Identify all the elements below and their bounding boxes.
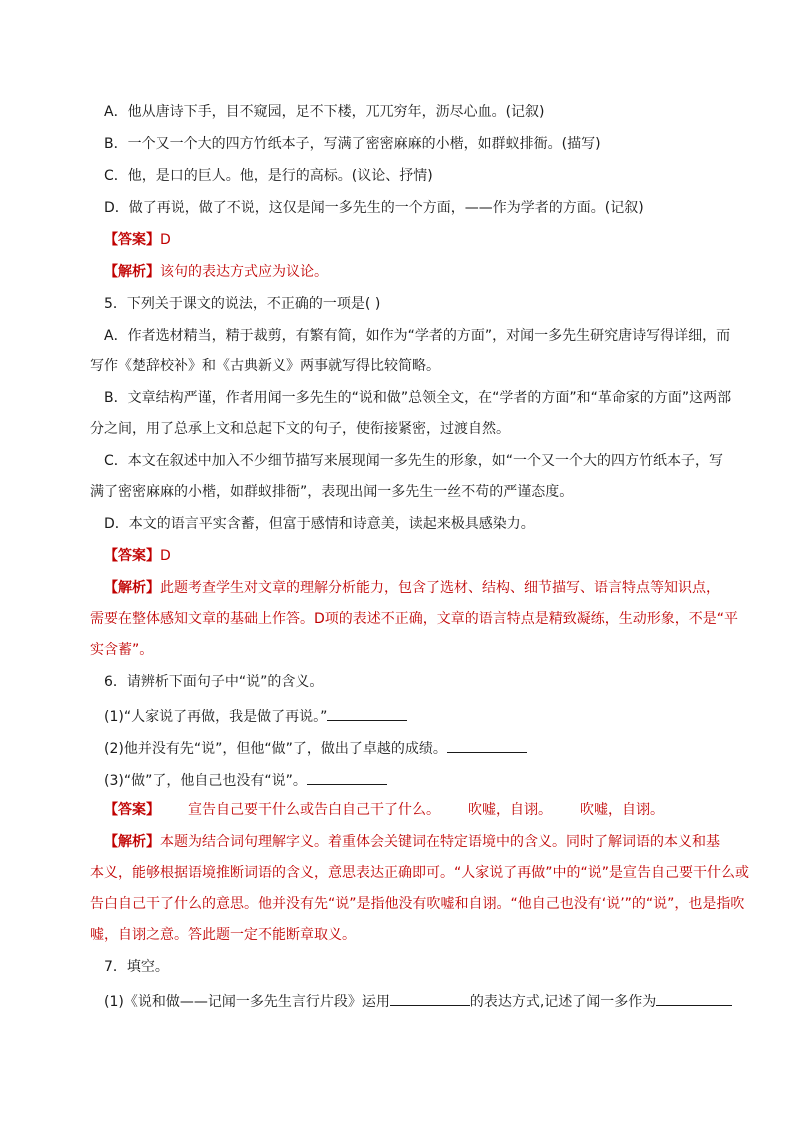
q6-item-1-text: (1)“人家说了再做，我是做了再说。”: [104, 709, 328, 725]
q5-stem: 5．下列关于课文的说法，不正确的一项是( ): [104, 296, 381, 312]
answer-value-3: 吹嘘，自诩。: [580, 802, 664, 818]
q4-analysis: [104, 264, 739, 280]
answer-blank[interactable]: [327, 706, 407, 721]
q6-analysis-line-2: 本义，能够根据语境推断词语的含义，意思表达正确即可。“人家说了再做”中的“说”是宣告自己要干什么或: [90, 865, 750, 881]
q6-answer: [104, 802, 739, 818]
q6-item-2-text: (2)他并没有先“说”，但他“做”了，做出了卓越的成绩。: [104, 741, 447, 757]
q5-analysis-line-3: 实含蓄”。: [90, 642, 154, 658]
answer-label: 【答案】: [104, 548, 160, 564]
q7-item-1-text-b: 的表达方式,记述了闻一多作为: [469, 994, 657, 1010]
answer-label: 【答案】: [104, 802, 160, 818]
q5-option-d: D．本文的语言平实含蓄，但富于感情和诗意美，读起来极具感染力。: [104, 516, 535, 532]
q5-option-b-line-1: B．文章结构严谨，作者用闻一多先生的“说和做”总领全文，在“学者的方面”和“革命家的方面”这两部: [104, 390, 732, 406]
answer-value-2: 吹嘘，自诩。: [468, 802, 552, 818]
answer-value: D: [160, 548, 171, 564]
answer-blank[interactable]: [447, 738, 527, 753]
q4-option-d: D．做了再说，做了不说，这仅是闻一多先生的一个方面，——作为学者的方面。(记叙): [104, 200, 644, 216]
answer-value-1: 宣告自己要干什么或告白自己干了什么。: [188, 802, 440, 818]
answer-blank[interactable]: [656, 991, 732, 1006]
q6-analysis-line-1: [104, 834, 739, 850]
analysis-text: 此题考查学生对文章的理解分析能力，包含了选材、结构、细节描写、语言特点等知识点，: [160, 580, 720, 596]
q4-option-c: C．他，是口的巨人。他，是行的高标。(议论、抒情): [104, 168, 433, 184]
analysis-label: 【解析】: [104, 264, 160, 280]
q5-option-c-line-2: 满了密密麻麻的小楷，如群蚁排衙”，表现出闻一多先生一丝不苟的严谨态度。: [90, 484, 574, 500]
q5-option-a-line-1: A．作者选材精当，精于裁剪，有繁有简，如作为“学者的方面”，对闻一多先生研究唐诗写得详细，而: [104, 328, 731, 344]
q5-option-c-line-1: C．本文在叙述中加入不少细节描写来展现闻一多先生的形象，如“一个又一个大的四方竹纸本子，写: [104, 453, 724, 469]
q4-answer: [104, 232, 739, 248]
q6-item-3-text: (3)“做”了，他自己也没有“说”。: [104, 773, 307, 789]
q5-analysis-line-2: 需要在整体感知文章的基础上作答。D项的表述不正确，文章的语言特点是精致凝练，生动形象，不是“平: [90, 611, 739, 627]
answer-blank[interactable]: [307, 770, 387, 785]
analysis-text: 该句的表达方式应为议论。: [160, 264, 328, 280]
q6-item-2: [104, 738, 739, 757]
q6-item-1: [104, 706, 739, 725]
analysis-label: 【解析】: [104, 834, 160, 850]
analysis-text: 本题为结合词句理解字义。着重体会关键词在特定语境中的含义。同时了解词语的本义和基: [160, 834, 720, 850]
answer-label: 【答案】: [104, 232, 160, 248]
q5-option-b-line-2: 分之间，用了总承上文和总起下文的句子，使衔接紧密，过渡自然。: [90, 421, 510, 437]
q6-analysis-line-4: 嘘，自诩之意。答此题一定不能断章取义。: [90, 927, 356, 943]
answer-blank[interactable]: [390, 991, 470, 1006]
q6-item-3: [104, 770, 739, 789]
q7-item-1-text-a: (1)《说和做——记闻一多先生言行片段》运用: [104, 994, 390, 1010]
q6-analysis-line-3: 告白自己干了什么的意思。他并没有先“说”是指他没有吹嘘和自诩。“他自己也没有‘说’”的“说”，也是指吹: [90, 896, 745, 912]
q6-stem: 6．请辨析下面句子中“说”的含义。: [104, 674, 324, 690]
q7-stem: 7．填空。: [104, 959, 169, 975]
q5-answer: [104, 548, 739, 564]
q5-option-a-line-2: 写作《楚辞校补》和《古典新义》两事就写得比较简略。: [90, 358, 440, 374]
q4-option-a: A．他从唐诗下手，目不窥园，足不下楼，兀兀穷年，沥尽心血。(记叙): [104, 104, 545, 120]
q4-option-b: B．一个又一个大的四方竹纸本子，写满了密密麻麻的小楷，如群蚁排衙。(描写): [104, 136, 601, 152]
q7-item-1: [104, 991, 739, 1010]
answer-value: D: [160, 232, 171, 248]
q5-analysis-line-1: [104, 580, 739, 596]
analysis-label: 【解析】: [104, 580, 160, 596]
